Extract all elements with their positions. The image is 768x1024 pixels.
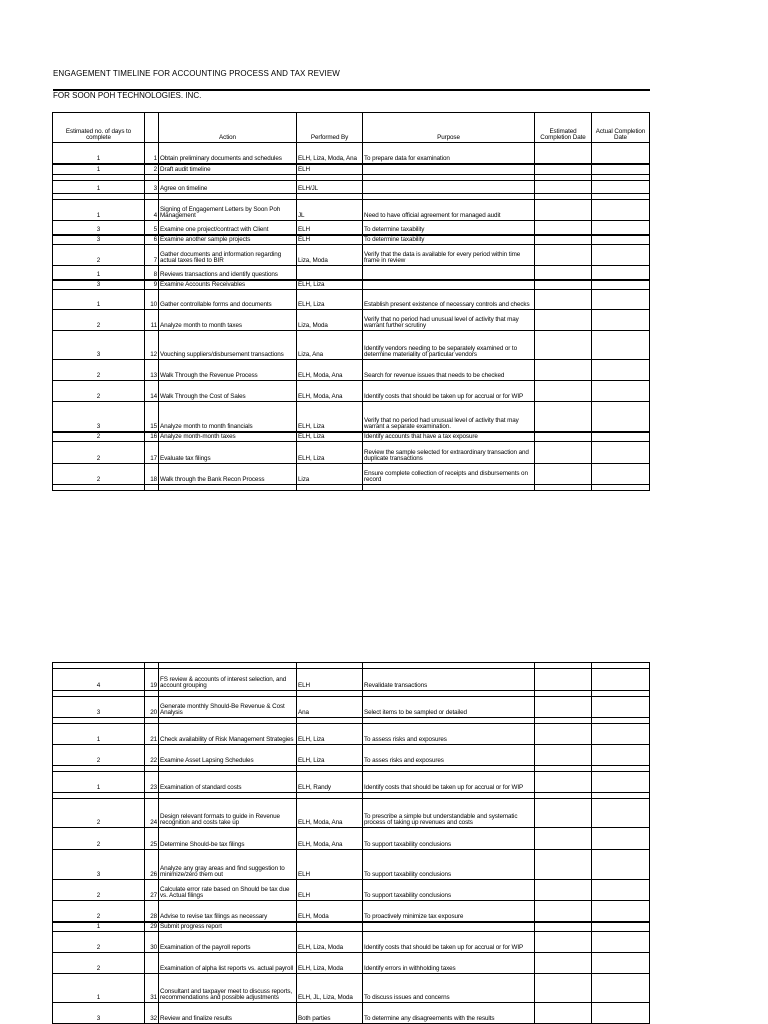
days-cell: 3 bbox=[53, 235, 145, 245]
actual-date-cell bbox=[592, 200, 650, 221]
purpose-cell: To prepare data for examination bbox=[363, 143, 535, 165]
days-cell: 1 bbox=[53, 724, 145, 745]
performed-by-cell: Both parties bbox=[297, 1003, 363, 1024]
action-cell: Submit progress report bbox=[159, 922, 297, 932]
estimated-date-cell bbox=[535, 221, 592, 236]
action-cell: Walk Through the Revenue Process bbox=[159, 360, 297, 381]
actual-date-cell bbox=[592, 880, 650, 901]
performed-by-cell: ELH bbox=[297, 880, 363, 901]
days-cell: 1 bbox=[53, 922, 145, 932]
action-cell: Agree on timeline bbox=[159, 181, 297, 194]
performed-by-cell: ELH bbox=[297, 850, 363, 880]
performed-by-cell: Liza bbox=[297, 464, 363, 485]
estimated-date-cell bbox=[535, 235, 592, 245]
actual-date-cell bbox=[592, 360, 650, 381]
header-actual-date: Actual Completion Date bbox=[592, 113, 650, 143]
purpose-cell: Identify costs that should be taken up for accrual or for WIP bbox=[363, 932, 535, 953]
performed-by-cell: ELH, Moda, Ana bbox=[297, 381, 363, 402]
estimated-date-cell bbox=[535, 402, 592, 433]
performed-by-cell: ELH bbox=[297, 221, 363, 236]
days-cell: 2 bbox=[53, 381, 145, 402]
purpose-cell: To support taxability conclusions bbox=[363, 880, 535, 901]
purpose-cell: Identify costs that should be taken up for accrual or for WIP bbox=[363, 381, 535, 402]
table-row bbox=[53, 402, 650, 433]
table-row bbox=[53, 290, 650, 310]
table-row bbox=[53, 235, 650, 245]
purpose-cell: To determine taxability bbox=[363, 221, 535, 236]
performed-by-cell bbox=[297, 266, 363, 281]
purpose-cell: To support taxability conclusions bbox=[363, 850, 535, 880]
estimated-date-cell bbox=[535, 331, 592, 360]
action-cell: Consultant and taxpayer meet to discuss reports, recommendations and possible adjustments bbox=[159, 974, 297, 1003]
step-number-cell: 28 bbox=[145, 901, 159, 923]
days-cell: 2 bbox=[53, 432, 145, 442]
action-cell: Walk Through the Cost of Sales bbox=[159, 381, 297, 402]
estimated-date-cell bbox=[535, 290, 592, 310]
action-cell: Examination of standard costs bbox=[159, 772, 297, 793]
estimated-date-cell bbox=[535, 697, 592, 718]
days-cell: 2 bbox=[53, 360, 145, 381]
step-number-cell: 19 bbox=[145, 669, 159, 691]
purpose-cell: Verify that the data is available for every period within time frame in review bbox=[363, 245, 535, 266]
table-row bbox=[53, 828, 650, 850]
days-cell: 1 bbox=[53, 772, 145, 793]
step-number-cell: 10 bbox=[145, 290, 159, 310]
timeline-table-1 bbox=[52, 112, 650, 491]
action-cell: Analyze month to month taxes bbox=[159, 310, 297, 331]
action-cell: Analyze month to month financials bbox=[159, 402, 297, 433]
header-action: Action bbox=[159, 113, 297, 143]
action-cell: Gather controllable forms and documents bbox=[159, 290, 297, 310]
step-number-cell: 24 bbox=[145, 799, 159, 828]
table-row bbox=[53, 310, 650, 331]
table-row bbox=[53, 200, 650, 221]
days-cell: 2 bbox=[53, 932, 145, 953]
step-number-cell: 26 bbox=[145, 850, 159, 880]
estimated-date-cell bbox=[535, 181, 592, 194]
step-number-cell: 31 bbox=[145, 974, 159, 1003]
step-number-cell: 14 bbox=[145, 381, 159, 402]
action-cell: Examination of alpha list reports vs. actual payroll bbox=[159, 953, 297, 974]
actual-date-cell bbox=[592, 932, 650, 953]
estimated-date-cell bbox=[535, 901, 592, 923]
purpose-cell: Ensure complete collection of receipts and disbursements on record bbox=[363, 464, 535, 485]
days-cell: 3 bbox=[53, 221, 145, 236]
estimated-date-cell bbox=[535, 850, 592, 880]
table-row bbox=[53, 181, 650, 194]
step-number-cell: 27 bbox=[145, 880, 159, 901]
days-cell: 1 bbox=[53, 143, 145, 165]
performed-by-cell: ELH, Liza, Moda bbox=[297, 953, 363, 974]
performed-by-cell: ELH, Liza bbox=[297, 290, 363, 310]
performed-by-cell: ELH, Liza, Moda, Ana bbox=[297, 143, 363, 165]
action-cell: Design relevant formats to guide in Revenue recognition and costs take up bbox=[159, 799, 297, 828]
estimated-date-cell bbox=[535, 880, 592, 901]
performed-by-cell: Liza, Ana bbox=[297, 331, 363, 360]
document-subtitle: FOR SOON POH TECHNOLOGIES, INC. bbox=[53, 91, 202, 98]
empty-cell bbox=[535, 485, 592, 491]
days-cell: 1 bbox=[53, 164, 145, 175]
days-cell: 2 bbox=[53, 245, 145, 266]
action-cell: Calculate error rate based on Should be tax due vs. Actual filings bbox=[159, 880, 297, 901]
days-cell: 4 bbox=[53, 669, 145, 691]
purpose-cell: To discuss issues and concerns bbox=[363, 974, 535, 1003]
empty-cell bbox=[145, 485, 159, 491]
actual-date-cell bbox=[592, 828, 650, 850]
table-row bbox=[53, 799, 650, 828]
actual-date-cell bbox=[592, 181, 650, 194]
table-row bbox=[53, 245, 650, 266]
estimated-date-cell bbox=[535, 953, 592, 974]
purpose-cell bbox=[363, 164, 535, 175]
step-number-cell: 4 bbox=[145, 200, 159, 221]
performed-by-cell: ELH, JL, Liza, Moda bbox=[297, 974, 363, 1003]
document-title: ENGAGEMENT TIMELINE FOR ACCOUNTING PROCESS AND TAX REVIEW bbox=[53, 69, 340, 78]
header-purpose: Purpose bbox=[363, 113, 535, 143]
purpose-cell: Need to have official agreement for managed audit bbox=[363, 200, 535, 221]
performed-by-cell: ELH, Liza bbox=[297, 280, 363, 290]
header-performed-by: Performed By bbox=[297, 113, 363, 143]
actual-date-cell bbox=[592, 953, 650, 974]
step-number-cell: 16 bbox=[145, 432, 159, 442]
days-cell: 1 bbox=[53, 290, 145, 310]
purpose-cell: Establish present existence of necessary controls and checks bbox=[363, 290, 535, 310]
action-cell: Determine Should-be tax filings bbox=[159, 828, 297, 850]
table-row bbox=[53, 850, 650, 880]
actual-date-cell bbox=[592, 669, 650, 691]
actual-date-cell bbox=[592, 266, 650, 281]
estimated-date-cell bbox=[535, 432, 592, 442]
actual-date-cell bbox=[592, 310, 650, 331]
actual-date-cell bbox=[592, 1003, 650, 1024]
purpose-cell: Verify that no period had unusual level of activity that may warrant further scrutiny bbox=[363, 310, 535, 331]
estimated-date-cell bbox=[535, 932, 592, 953]
actual-date-cell bbox=[592, 432, 650, 442]
table-row bbox=[53, 432, 650, 442]
estimated-date-cell bbox=[535, 922, 592, 932]
estimated-date-cell bbox=[535, 245, 592, 266]
actual-date-cell bbox=[592, 724, 650, 745]
estimated-date-cell bbox=[535, 360, 592, 381]
step-number-cell: 5 bbox=[145, 221, 159, 236]
performed-by-cell: ELH/JL bbox=[297, 181, 363, 194]
empty-cell bbox=[159, 485, 297, 491]
days-cell: 3 bbox=[53, 850, 145, 880]
actual-date-cell bbox=[592, 235, 650, 245]
actual-date-cell bbox=[592, 442, 650, 464]
step-number-cell: 7 bbox=[145, 245, 159, 266]
step-number-cell: 3 bbox=[145, 181, 159, 194]
days-cell: 2 bbox=[53, 828, 145, 850]
table-row bbox=[53, 164, 650, 175]
performed-by-cell: ELH bbox=[297, 669, 363, 691]
table-row bbox=[53, 221, 650, 236]
days-cell: 3 bbox=[53, 331, 145, 360]
purpose-cell: To assess risks and exposures bbox=[363, 724, 535, 745]
actual-date-cell bbox=[592, 245, 650, 266]
table-row bbox=[53, 697, 650, 718]
actual-date-cell bbox=[592, 697, 650, 718]
header-step bbox=[145, 113, 159, 143]
performed-by-cell: ELH, Liza bbox=[297, 402, 363, 433]
purpose-cell: Identify costs that should be taken up for accrual or for WIP bbox=[363, 772, 535, 793]
purpose-cell: Select items to be sampled or detailed bbox=[363, 697, 535, 718]
purpose-cell: To determine taxability bbox=[363, 235, 535, 245]
table-row bbox=[53, 143, 650, 165]
purpose-cell: Identify vendors needing to be separately examined or to determine materiality of particular vendors bbox=[363, 331, 535, 360]
purpose-cell bbox=[363, 266, 535, 281]
days-cell: 2 bbox=[53, 901, 145, 923]
performed-by-cell: Liza, Moda bbox=[297, 310, 363, 331]
step-number-cell: 2 bbox=[145, 164, 159, 175]
action-cell: Signing of Engagement Letters by Soon Poh Management bbox=[159, 200, 297, 221]
table-row bbox=[53, 901, 650, 923]
actual-date-cell bbox=[592, 331, 650, 360]
step-number-cell: 25 bbox=[145, 828, 159, 850]
actual-date-cell bbox=[592, 799, 650, 828]
step-number-cell: 15 bbox=[145, 402, 159, 433]
table-row bbox=[53, 360, 650, 381]
table-row bbox=[53, 669, 650, 691]
table-row bbox=[53, 266, 650, 281]
estimated-date-cell bbox=[535, 669, 592, 691]
actual-date-cell bbox=[592, 381, 650, 402]
step-number-cell: 1 bbox=[145, 143, 159, 165]
table-row bbox=[53, 464, 650, 485]
table-row bbox=[53, 331, 650, 360]
step-number-cell: 30 bbox=[145, 932, 159, 953]
action-cell: Examine another sample projects bbox=[159, 235, 297, 245]
actual-date-cell bbox=[592, 464, 650, 485]
actual-date-cell bbox=[592, 280, 650, 290]
action-cell: Analyze any gray areas and find suggestion to minimize/zero them out bbox=[159, 850, 297, 880]
actual-date-cell bbox=[592, 745, 650, 766]
step-number-cell: 23 bbox=[145, 772, 159, 793]
table-row bbox=[53, 724, 650, 745]
days-cell: 2 bbox=[53, 880, 145, 901]
estimated-date-cell bbox=[535, 310, 592, 331]
header-days: Estimated no. of days to complete bbox=[53, 113, 145, 143]
days-cell: 3 bbox=[53, 280, 145, 290]
purpose-cell: To support taxability conclusions bbox=[363, 828, 535, 850]
step-number-cell bbox=[145, 953, 159, 974]
table-row bbox=[53, 745, 650, 766]
table-row bbox=[53, 974, 650, 1003]
actual-date-cell bbox=[592, 290, 650, 310]
action-cell: Examine Asset Lapsing Schedules bbox=[159, 745, 297, 766]
days-cell: 1 bbox=[53, 974, 145, 1003]
action-cell: Evaluate tax filings bbox=[159, 442, 297, 464]
estimated-date-cell bbox=[535, 280, 592, 290]
step-number-cell: 11 bbox=[145, 310, 159, 331]
table-row bbox=[53, 932, 650, 953]
step-number-cell: 9 bbox=[145, 280, 159, 290]
step-number-cell: 20 bbox=[145, 697, 159, 718]
performed-by-cell: ELH, Liza bbox=[297, 432, 363, 442]
purpose-cell: To asses risks and exposures bbox=[363, 745, 535, 766]
action-cell: Obtain preliminary documents and schedules bbox=[159, 143, 297, 165]
days-cell: 2 bbox=[53, 953, 145, 974]
performed-by-cell: ELH bbox=[297, 164, 363, 175]
purpose-cell: Review the sample selected for extraordinary transaction and duplicate transactions bbox=[363, 442, 535, 464]
purpose-cell bbox=[363, 280, 535, 290]
performed-by-cell: ELH, Moda, Ana bbox=[297, 799, 363, 828]
action-cell: Generate monthly Should-Be Revenue & Cost Analysis bbox=[159, 697, 297, 718]
estimated-date-cell bbox=[535, 442, 592, 464]
step-number-cell: 22 bbox=[145, 745, 159, 766]
header-estimated-date: Estimated Completion Date bbox=[535, 113, 592, 143]
estimated-date-cell bbox=[535, 381, 592, 402]
estimated-date-cell bbox=[535, 745, 592, 766]
table-row bbox=[53, 880, 650, 901]
empty-cell bbox=[363, 485, 535, 491]
actual-date-cell bbox=[592, 772, 650, 793]
estimated-date-cell bbox=[535, 799, 592, 828]
action-cell: Reviews transactions and identify questions bbox=[159, 266, 297, 281]
purpose-cell bbox=[363, 181, 535, 194]
purpose-cell: To determine any disagreements with the results bbox=[363, 1003, 535, 1024]
timeline-table-2 bbox=[52, 662, 650, 1024]
estimated-date-cell bbox=[535, 724, 592, 745]
actual-date-cell bbox=[592, 164, 650, 175]
performed-by-cell: ELH, Moda, Ana bbox=[297, 828, 363, 850]
estimated-date-cell bbox=[535, 200, 592, 221]
performed-by-cell: ELH, Randy bbox=[297, 772, 363, 793]
action-cell: Examine Accounts Receivables bbox=[159, 280, 297, 290]
performed-by-cell: ELH, Moda, Ana bbox=[297, 360, 363, 381]
estimated-date-cell bbox=[535, 266, 592, 281]
step-number-cell: 18 bbox=[145, 464, 159, 485]
step-number-cell: 12 bbox=[145, 331, 159, 360]
step-number-cell: 21 bbox=[145, 724, 159, 745]
performed-by-cell: ELH, Liza bbox=[297, 745, 363, 766]
actual-date-cell bbox=[592, 850, 650, 880]
action-cell: Advise to revise tax filings as necessary bbox=[159, 901, 297, 923]
step-number-cell: 8 bbox=[145, 266, 159, 281]
days-cell: 1 bbox=[53, 200, 145, 221]
empty-cell bbox=[297, 485, 363, 491]
table-row bbox=[53, 1003, 650, 1024]
step-number-cell: 29 bbox=[145, 922, 159, 932]
step-number-cell: 32 bbox=[145, 1003, 159, 1024]
days-cell: 3 bbox=[53, 697, 145, 718]
actual-date-cell bbox=[592, 922, 650, 932]
purpose-cell: Identify accounts that have a tax exposure bbox=[363, 432, 535, 442]
action-cell: Review and finalize results bbox=[159, 1003, 297, 1024]
purpose-cell: To prescribe a simple but understandable and systematic process of taking up revenues and costs bbox=[363, 799, 535, 828]
estimated-date-cell bbox=[535, 164, 592, 175]
step-number-cell: 6 bbox=[145, 235, 159, 245]
actual-date-cell bbox=[592, 143, 650, 165]
step-number-cell: 13 bbox=[145, 360, 159, 381]
action-cell: Gather documents and information regarding actual taxes filed to BIR bbox=[159, 245, 297, 266]
action-cell: Vouching suppliers/disbursement transactions bbox=[159, 331, 297, 360]
empty-cell bbox=[592, 485, 650, 491]
estimated-date-cell bbox=[535, 143, 592, 165]
days-cell: 2 bbox=[53, 310, 145, 331]
estimated-date-cell bbox=[535, 464, 592, 485]
estimated-date-cell bbox=[535, 828, 592, 850]
table-row bbox=[53, 772, 650, 793]
days-cell: 2 bbox=[53, 799, 145, 828]
action-cell: Draft audit timeline bbox=[159, 164, 297, 175]
purpose-cell bbox=[363, 922, 535, 932]
action-cell: Analyze month-month taxes bbox=[159, 432, 297, 442]
table-row bbox=[53, 953, 650, 974]
actual-date-cell bbox=[592, 221, 650, 236]
days-cell: 2 bbox=[53, 442, 145, 464]
performed-by-cell: ELH bbox=[297, 235, 363, 245]
table-row bbox=[53, 381, 650, 402]
table-row bbox=[53, 922, 650, 932]
action-cell: Walk through the Bank Recon Process bbox=[159, 464, 297, 485]
action-cell: Examination of the payroll reports bbox=[159, 932, 297, 953]
performed-by-cell: ELH, Moda bbox=[297, 901, 363, 923]
purpose-cell: Revalidate transactions bbox=[363, 669, 535, 691]
action-cell: Examine one project/contract with Client bbox=[159, 221, 297, 236]
days-cell: 1 bbox=[53, 181, 145, 194]
performed-by-cell: ELH, Liza, Moda bbox=[297, 932, 363, 953]
estimated-date-cell bbox=[535, 974, 592, 1003]
purpose-cell: To proactively minimize tax exposure bbox=[363, 901, 535, 923]
days-cell: 3 bbox=[53, 1003, 145, 1024]
days-cell: 1 bbox=[53, 266, 145, 281]
days-cell: 2 bbox=[53, 745, 145, 766]
days-cell: 3 bbox=[53, 402, 145, 433]
performed-by-cell: ELH, Liza bbox=[297, 724, 363, 745]
table-row bbox=[53, 280, 650, 290]
performed-by-cell bbox=[297, 922, 363, 932]
purpose-cell: Search for revenue issues that needs to be checked bbox=[363, 360, 535, 381]
purpose-cell: Identify errors in withholding taxes bbox=[363, 953, 535, 974]
days-cell: 2 bbox=[53, 464, 145, 485]
action-cell: Check availability of Risk Management Strategies bbox=[159, 724, 297, 745]
purpose-cell: Verify that no period had unusual level of activity that may warrant a separate examination. bbox=[363, 402, 535, 433]
table-row-spacer bbox=[53, 485, 650, 491]
table-header-row bbox=[53, 113, 650, 143]
actual-date-cell bbox=[592, 402, 650, 433]
actual-date-cell bbox=[592, 974, 650, 1003]
performed-by-cell: JL bbox=[297, 200, 363, 221]
performed-by-cell: ELH, Liza bbox=[297, 442, 363, 464]
estimated-date-cell bbox=[535, 772, 592, 793]
table-row bbox=[53, 442, 650, 464]
estimated-date-cell bbox=[535, 1003, 592, 1024]
action-cell: FS review & accounts of interest selection, and account grouping bbox=[159, 669, 297, 691]
empty-cell bbox=[53, 485, 145, 491]
actual-date-cell bbox=[592, 901, 650, 923]
performed-by-cell: Liza, Moda bbox=[297, 245, 363, 266]
performed-by-cell: Ana bbox=[297, 697, 363, 718]
step-number-cell: 17 bbox=[145, 442, 159, 464]
